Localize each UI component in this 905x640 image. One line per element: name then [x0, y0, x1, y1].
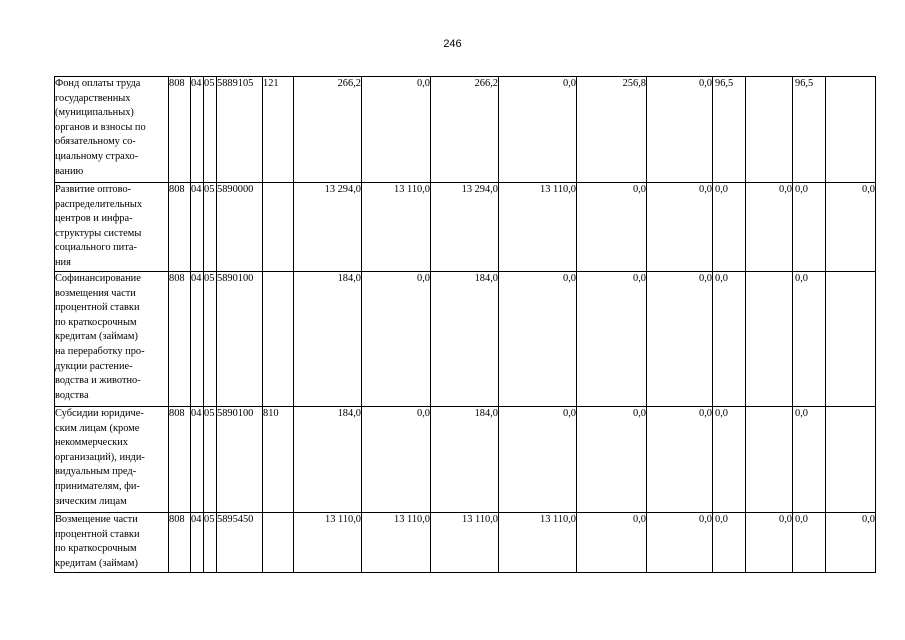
value-cell: 184,0 [294, 407, 362, 513]
section-code-cell: 04 [191, 407, 204, 513]
section-code-cell: 04 [191, 272, 204, 407]
value-cell [746, 407, 793, 513]
ministry-code-cell: 808 [169, 77, 191, 183]
page-number: 246 [443, 38, 462, 50]
ministry-code-cell: 808 [169, 513, 191, 573]
ministry-code-cell: 808 [169, 407, 191, 513]
row-name-line: организаций), инди- [55, 451, 145, 463]
row-name-cell [55, 77, 169, 183]
value-cell [826, 407, 876, 513]
value-cell: 266,2 [431, 77, 499, 183]
row-name-line: по краткосрочным [55, 543, 137, 555]
value-cell: 0,0 [826, 513, 876, 573]
value-cell: 0,0 [746, 183, 793, 272]
value-cell [826, 272, 876, 407]
table-row [55, 272, 876, 407]
table-row [55, 513, 876, 573]
value-cell: 13 110,0 [499, 513, 577, 573]
value-cell: 0,0 [826, 183, 876, 272]
value-cell: 0,0 [647, 272, 713, 407]
row-name-line: кредитам (займам) [55, 331, 138, 343]
row-name-cell [55, 272, 169, 407]
target-code-cell: 5890100 [217, 407, 263, 513]
value-cell: 13 110,0 [499, 183, 577, 272]
row-name-line: распределительных [55, 198, 143, 210]
row-name-line: структуры системы [55, 227, 142, 239]
value-cell: 0,0 [499, 272, 577, 407]
row-name-line: по краткосрочным [55, 316, 137, 328]
subsection-code-cell: 05 [204, 183, 217, 272]
value-cell: 0,0 [577, 183, 647, 272]
value-cell: 0,0 [713, 407, 746, 513]
row-name-cell [55, 513, 169, 573]
expense-type-cell [263, 183, 294, 272]
row-name-line: кредитам (займам) [55, 557, 138, 569]
value-cell: 0,0 [647, 183, 713, 272]
row-name-line: органов и взносы по [55, 121, 146, 133]
row-name-cell [55, 183, 169, 272]
table-row [55, 183, 876, 272]
value-cell: 0,0 [713, 183, 746, 272]
row-name-line: Развитие оптово- [55, 184, 132, 195]
value-cell: 13 294,0 [294, 183, 362, 272]
value-cell: 0,0 [499, 407, 577, 513]
expense-type-cell: 121 [263, 77, 294, 183]
row-name-line: водства [55, 389, 89, 401]
row-name-line: Фонд оплаты труда [55, 78, 141, 89]
row-name-line: социального пита- [55, 242, 137, 254]
value-cell: 13 110,0 [362, 183, 431, 272]
value-cell: 13 110,0 [431, 513, 499, 573]
value-cell [826, 77, 876, 183]
expense-type-cell: 810 [263, 407, 294, 513]
ministry-code-cell: 808 [169, 183, 191, 272]
budget-table-body [55, 77, 876, 573]
value-cell: 0,0 [499, 77, 577, 183]
subsection-code-cell: 05 [204, 77, 217, 183]
expense-type-cell [263, 513, 294, 573]
section-code-cell: 04 [191, 513, 204, 573]
row-name-line: государственных [55, 92, 131, 104]
row-name-line: центров и инфра- [55, 213, 133, 225]
value-cell: 0,0 [793, 407, 826, 513]
row-name-line: Субсидии юридиче- [55, 408, 144, 419]
row-name-line: некоммерческих [55, 437, 128, 449]
row-name-line: Софинансирование [55, 273, 141, 284]
value-cell [746, 272, 793, 407]
value-cell: 0,0 [577, 513, 647, 573]
value-cell: 0,0 [713, 513, 746, 573]
subsection-code-cell: 05 [204, 272, 217, 407]
table-row [55, 407, 876, 513]
value-cell: 0,0 [746, 513, 793, 573]
target-code-cell: 5889105 [217, 77, 263, 183]
value-cell [746, 77, 793, 183]
value-cell: 0,0 [362, 407, 431, 513]
row-name-line: циальному страхо- [55, 150, 139, 162]
expense-type-cell [263, 272, 294, 407]
value-cell: 0,0 [577, 407, 647, 513]
table-row [55, 77, 876, 183]
value-cell: 184,0 [431, 272, 499, 407]
value-cell: 266,2 [294, 77, 362, 183]
value-cell: 13 294,0 [431, 183, 499, 272]
target-code-cell: 5890100 [217, 272, 263, 407]
section-code-cell: 04 [191, 183, 204, 272]
row-name-line: зическим лицам [55, 495, 127, 507]
row-name-cell [55, 407, 169, 513]
value-cell: 0,0 [647, 513, 713, 573]
target-code-cell: 5895450 [217, 513, 263, 573]
value-cell: 0,0 [647, 77, 713, 183]
row-name-line: процентной ставки [55, 528, 140, 540]
row-name-line: обязательному со- [55, 136, 136, 148]
value-cell: 0,0 [647, 407, 713, 513]
value-cell: 0,0 [577, 272, 647, 407]
row-name-line: водства и животно- [55, 375, 141, 387]
target-code-cell: 5890000 [217, 183, 263, 272]
value-cell: 0,0 [793, 272, 826, 407]
ministry-code-cell: 808 [169, 272, 191, 407]
row-name-line: Возмещение части [55, 514, 138, 525]
subsection-code-cell: 05 [204, 513, 217, 573]
budget-table [54, 76, 876, 573]
row-name-line: принимателям, фи- [55, 480, 140, 492]
value-cell: 0,0 [362, 77, 431, 183]
value-cell: 184,0 [294, 272, 362, 407]
value-cell: 96,5 [713, 77, 746, 183]
row-name-line: ния [55, 256, 71, 268]
row-name-line: ским лицам (кроме [55, 422, 140, 434]
value-cell: 0,0 [713, 272, 746, 407]
row-name-line: процентной ставки [55, 302, 140, 314]
row-name-line: дукции растение- [55, 360, 133, 372]
row-name-line: на переработку про- [55, 345, 145, 357]
section-code-cell: 04 [191, 77, 204, 183]
subsection-code-cell: 05 [204, 407, 217, 513]
row-name-line: возмещения части [55, 287, 136, 299]
value-cell: 0,0 [793, 183, 826, 272]
value-cell: 256,8 [577, 77, 647, 183]
value-cell: 184,0 [431, 407, 499, 513]
value-cell: 13 110,0 [362, 513, 431, 573]
row-name-line: ванию [55, 165, 84, 177]
row-name-line: видуальным пред- [55, 466, 137, 478]
value-cell: 0,0 [362, 272, 431, 407]
row-name-line: (муниципальных) [55, 107, 134, 119]
value-cell: 13 110,0 [294, 513, 362, 573]
value-cell: 96,5 [793, 77, 826, 183]
value-cell: 0,0 [793, 513, 826, 573]
